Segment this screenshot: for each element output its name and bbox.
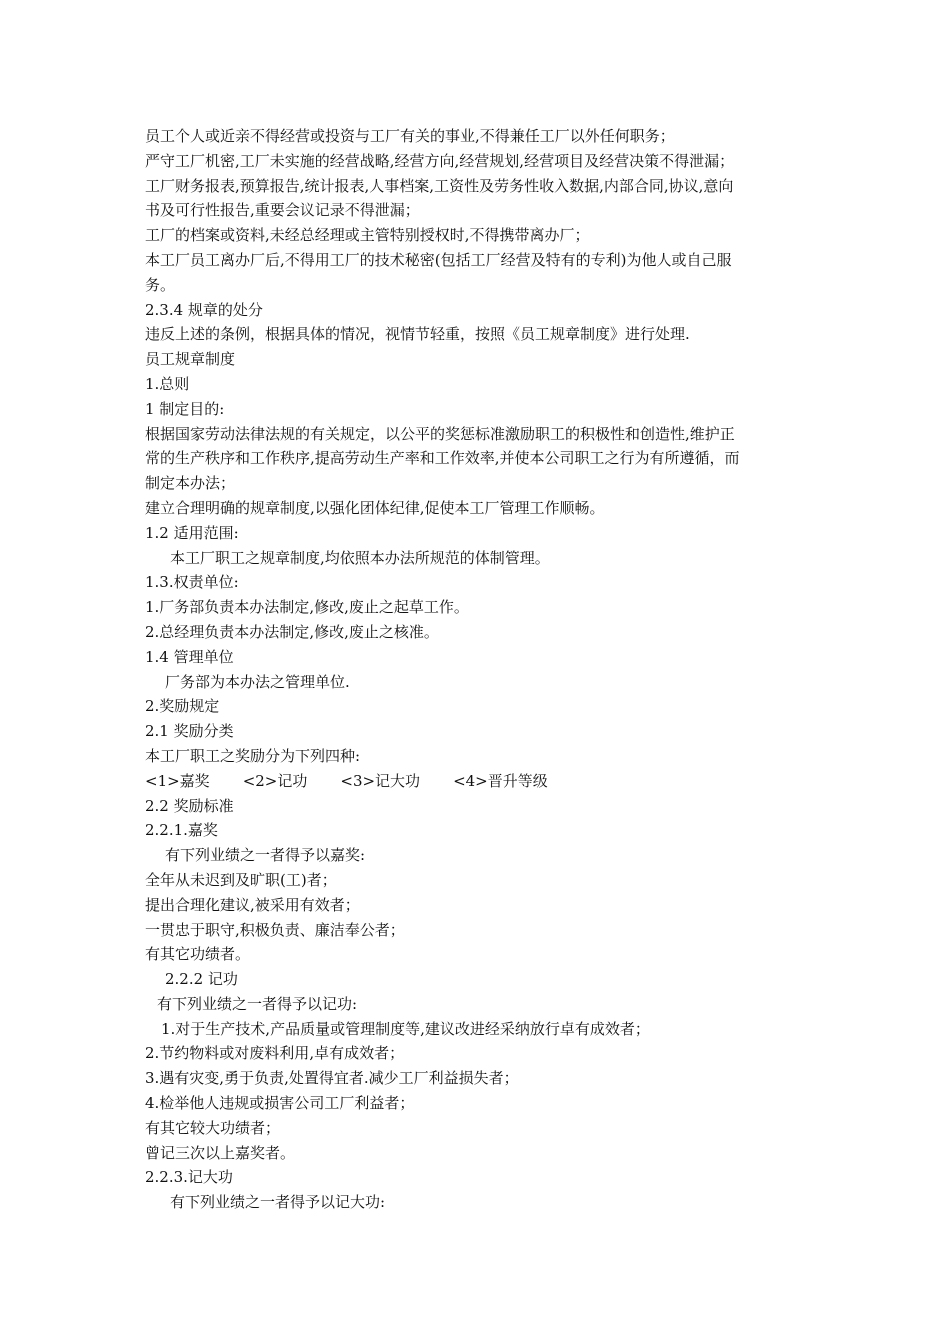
text-line: 员工个人或近亲不得经营或投资与工厂有关的事业,不得兼任工厂以外任何职务；	[145, 127, 675, 145]
section-heading: 2.2 奖励标准	[145, 796, 234, 815]
section-heading: 1.4 管理单位	[145, 647, 234, 666]
text-line: 根据国家劳动法律法规的有关规定，以公平的奖惩标准激励职工的积极性和创造性,维护正	[145, 424, 735, 443]
list-item: 1.对于生产技术,产品质量或管理制度等,建议改进经采纳放行卓有成效者；	[161, 1019, 650, 1038]
text-line: 有下列业绩之一者得予以记功:	[157, 994, 358, 1013]
document-title: 员工规章制度	[145, 350, 236, 369]
list-item: 提出合理化建议,被采用有效者；	[145, 895, 360, 914]
text-line: 常的生产秩序和工作秩序,提高劳动生产率和工作效率,并使本公司职工之行为有所遵循，而	[145, 449, 740, 468]
list-item: 2.总经理负责本办法制定,修改,废止之核准。	[145, 622, 439, 641]
section-heading: 1 制定目的:	[145, 399, 225, 418]
text-line: 书及可行性报告,重要会议记录不得泄漏；	[145, 201, 420, 220]
reward-category: <3>记大功	[340, 771, 421, 790]
text-line: 建立合理明确的规章制度,以强化团体纪律,促使本工厂管理工作顺畅。	[145, 498, 605, 517]
list-item: 4.检举他人违规或损害公司工厂利益者；	[145, 1094, 415, 1113]
section-heading: 2.奖励规定	[145, 697, 220, 716]
text-line: 工厂财务报表,预算报告,统计报表,人事档案,工资性及劳务性收入数据,内部合同,协议,意向	[145, 176, 734, 195]
text-line: 违反上述的条例，根据具体的情况，视情节轻重，按照《员工规章制度》进行处理.	[145, 325, 690, 344]
text-line: 务。	[145, 275, 176, 294]
section-heading: 2.2.1.嘉奖	[145, 821, 218, 840]
section-heading: 2.2.2 记功	[165, 970, 238, 989]
text-line: 厂务部为本办法之管理单位.	[165, 672, 350, 691]
list-item: 3.遇有灾变,勇于负责,处置得宜者.减少工厂利益损失者；	[145, 1069, 519, 1088]
list-item: 2.节约物料或对废料利用,卓有成效者；	[145, 1044, 405, 1063]
list-item: 1.厂务部负责本办法制定,修改,废止之起草工作。	[145, 598, 469, 617]
section-heading: 1.3.权责单位:	[145, 573, 239, 592]
list-item: 一贯忠于职守,积极负责、廉洁奉公者；	[145, 920, 405, 939]
reward-categories	[145, 769, 815, 794]
list-item: 曾记三次以上嘉奖者。	[145, 1143, 296, 1162]
text-line: 工厂的档案或资料,未经总经理或主管特别授权时,不得携带离办厂；	[145, 226, 590, 245]
list-item: 有其它功绩者。	[145, 945, 251, 964]
reward-category: <2>记功	[242, 771, 308, 790]
text-line: 制定本办法；	[145, 474, 236, 493]
text-line: 有下列业绩之一者得予以嘉奖:	[165, 846, 366, 865]
reward-category: <1>嘉奖	[145, 771, 210, 790]
reward-category: <4>晋升等级	[453, 771, 548, 790]
text-line: 本工厂职工之规章制度,均依照本办法所规范的体制管理。	[170, 548, 550, 567]
section-heading: 1.2 适用范围:	[145, 523, 239, 542]
section-heading: 1.总则	[145, 374, 190, 393]
text-line: 严守工厂机密,工厂未实施的经营战略,经营方向,经营规划,经营项目及经营决策不得泄漏；	[145, 151, 735, 170]
text-line: 本工厂职工之奖励分为下列四种:	[145, 746, 361, 765]
section-heading: 2.3.4 规章的处分	[145, 300, 263, 319]
section-heading: 2.2.3.记大功	[145, 1168, 233, 1187]
document-body	[145, 124, 815, 1215]
section-heading: 2.1 奖励分类	[145, 722, 234, 741]
text-line: 本工厂员工离办厂后,不得用工厂的技术秘密(包括工厂经营及特有的专利)为他人或自己服	[145, 250, 732, 269]
list-item: 全年从未迟到及旷职(工)者；	[145, 870, 337, 889]
text-line: 有下列业绩之一者得予以记大功:	[170, 1193, 386, 1212]
list-item: 有其它较大功绩者；	[145, 1118, 281, 1137]
